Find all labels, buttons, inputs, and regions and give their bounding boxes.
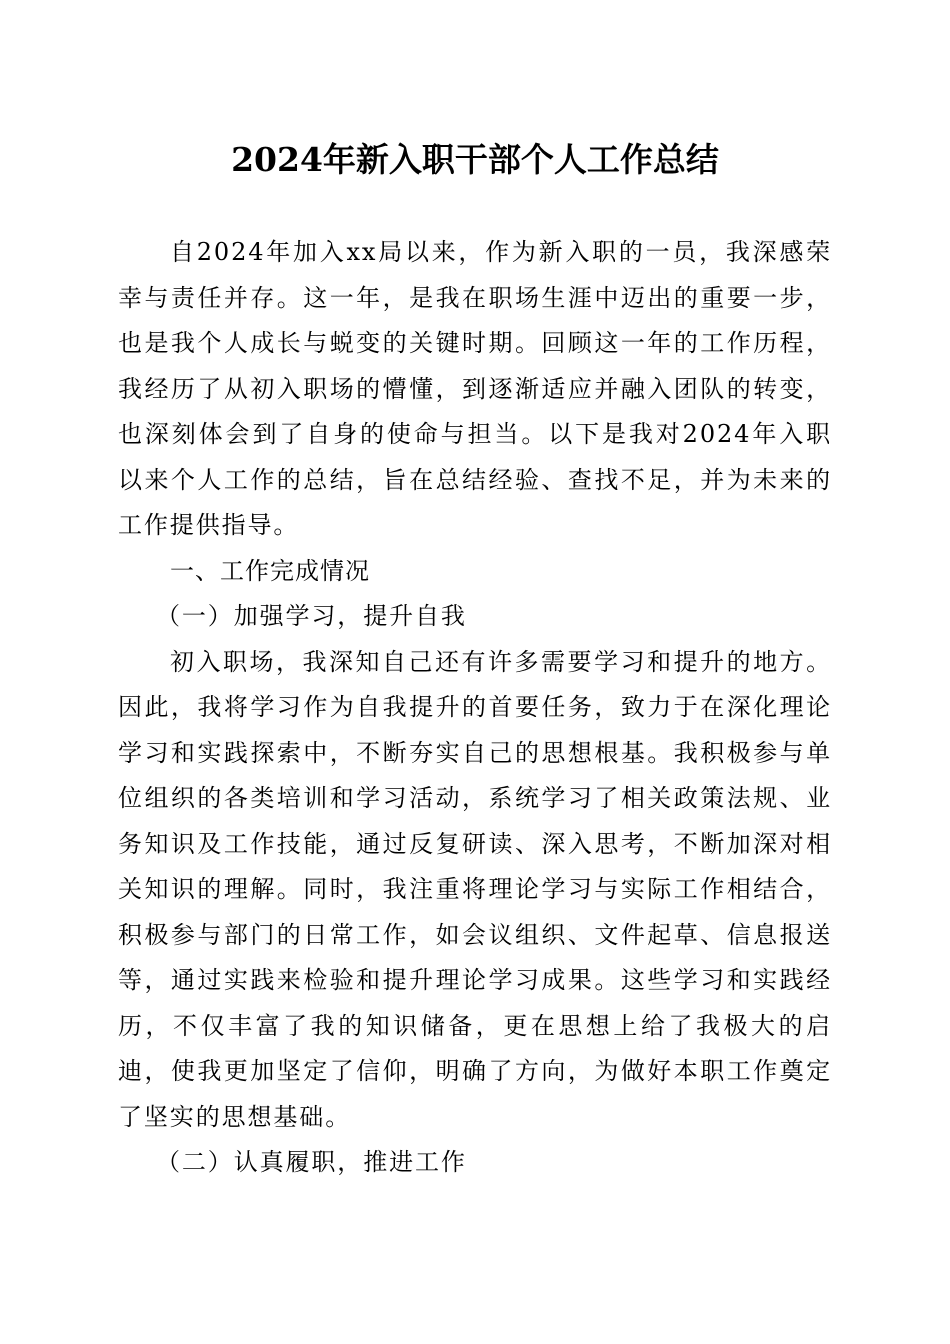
document-title: 2024年新入职干部个人工作总结 xyxy=(231,140,719,179)
subsection-heading-learning: （一）加强学习，提升自我 xyxy=(156,602,467,630)
document-body xyxy=(118,230,832,1186)
section-heading-work-completion: 一、工作完成情况 xyxy=(170,556,370,585)
intro-paragraph: 自2024年加入xx局以来，作为新入职的一员，我深感荣幸与责任并存。这一年，是我在职场生涯中迈出的重要一步，也是我个人成长与蜕变的关键时期。回顾这一年的工作历程，我经历了从初入职场的懵懂，到逐渐适应并融入团队的转变，也深刻体会到了自身的使命与担当。以下是我对2024年入职以来个人工作的总结，旨在总结经验、查找不足，并为未来的工作提供指导。 xyxy=(118,238,832,539)
learning-paragraph: 初入职场，我深知自己还有许多需要学习和提升的地方。因此，我将学习作为自我提升的首要任务，致力于在深化理论学习和实践探索中，不断夯实自己的思想根基。我积极参与单位组织的各类培训和学习活动，系统学习了相关政策法规、业务知识及工作技能，通过反复研读、深入思考，不断加深对相关知识的理解。同时，我注重将理论学习与实际工作相结合，积极参与部门的日常工作，如会议组织、文件起草、信息报送等，通过实践来检验和提升理论学习成果。这些学习和实践经历，不仅丰富了我的知识储备，更在思想上给了我极大的启迪，使我更加坚定了信仰，明确了方向，为做好本职工作奠定了坚实的思想基础。 xyxy=(118,647,832,1131)
subsection-heading-duties: （二）认真履职，推进工作 xyxy=(156,1148,467,1176)
